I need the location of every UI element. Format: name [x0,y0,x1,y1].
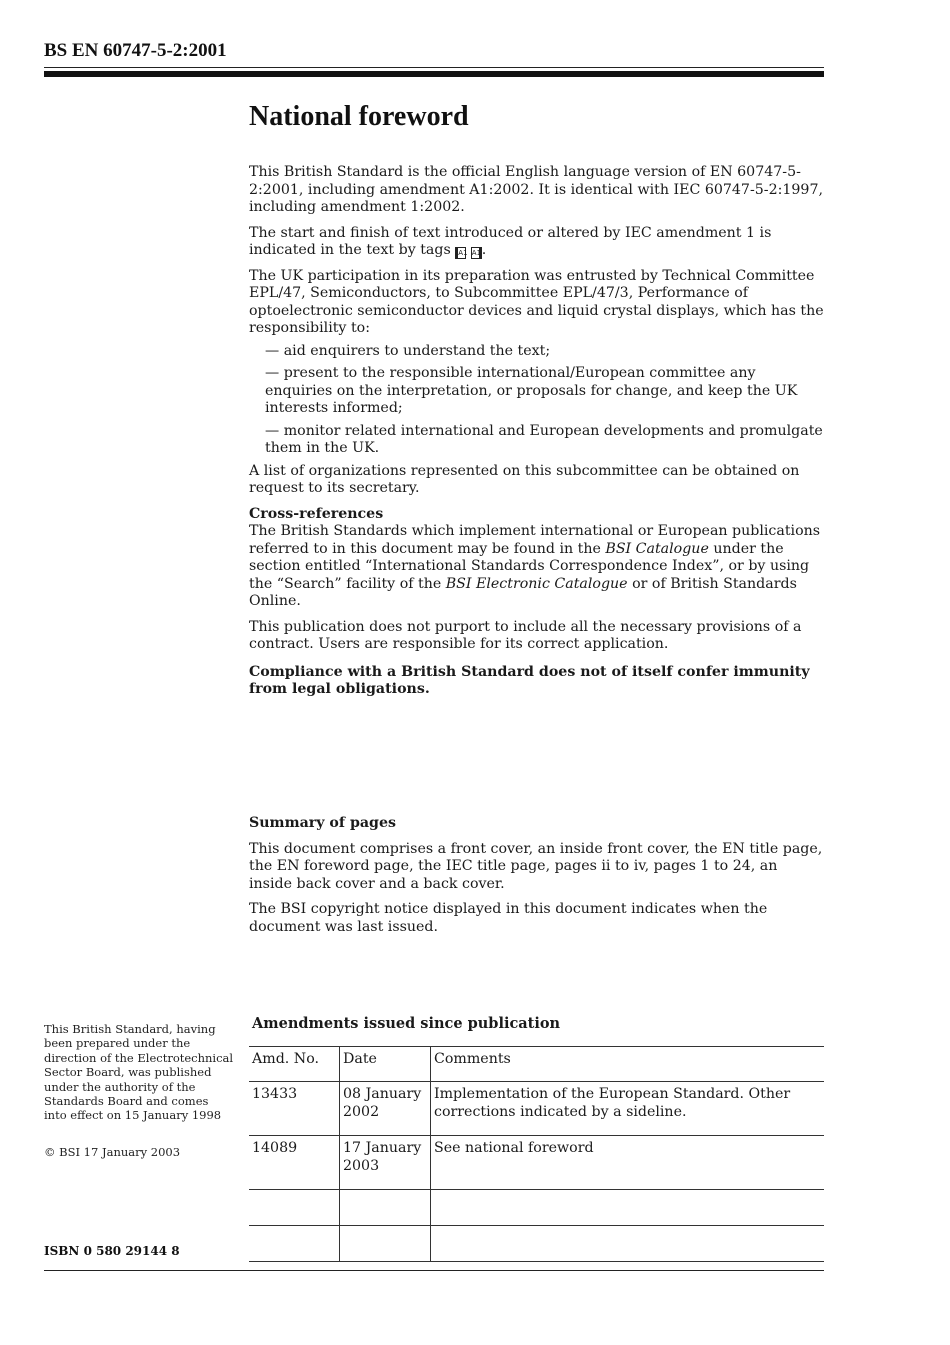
bsi-electronic-catalogue-title: BSI Electronic Catalogue [445,575,628,592]
crossref-text-2: under the section entitled “International Standards Correspondence Index”, or by using the “Search” facility of the [249,540,810,592]
isbn: ISBN 0 580 29144 8 [44,1244,180,1258]
page-title: National foreword [249,101,469,132]
amendments-table [249,1046,824,1262]
publication-note-text: This British Standard, having been prepared under the direction of the Electrotechnical Sector Board, was published under the authority of the Standards Board and comes into effect on 15 January 1998 [44,1022,234,1123]
document-id: BS EN 60747-5-2:2001 [44,40,227,61]
column-header: Amd. No. [249,1047,340,1082]
copyright-notice: © BSI 17 January 2003 [44,1144,181,1159]
tags-sentence-end: . [481,242,487,258]
column-header: Date [340,1047,431,1082]
bsi-catalogue-title: BSI Catalogue [605,540,709,557]
summary-paragraph-2: The BSI copyright notice displayed in this document indicates when the document was last issued. [249,901,768,935]
table-row-empty [249,1226,824,1262]
table-row-empty [249,1190,824,1226]
amendment-number: 14089 [249,1136,340,1190]
crossref-text-1: The British Standards which implement international or European publications referred to in this document may be found in the [249,523,821,557]
foreword-paragraph-4: A list of organizations represented on this subcommittee can be obtained on request to its secretary. [249,462,800,496]
column-header: Comments [431,1047,825,1082]
amendment-comment: See national foreword [431,1136,825,1190]
compliance-statement: Compliance with a British Standard does not of itself confer immunity from legal obligations. [249,663,810,697]
summary-section [249,815,824,936]
header-rule-thin [44,67,824,68]
amendment-comment: Implementation of the European Standard. Other corrections indicated by a sideline. [431,1082,825,1136]
responsibility-item: — monitor related international and European developments and promulgate them in the UK. [265,422,823,456]
crossref-text-3: or of British Standards Online. [249,575,797,609]
cross-references-paragraph [249,523,824,611]
amendment-date: 17 January 2003 [340,1136,431,1190]
summary-paragraph-1: This document comprises a front cover, an inside front cover, the EN title page, the EN foreword page, the IEC title page, pages ii to iv, pages 1 to 24, an inside back cover and a back cover. [249,840,823,892]
tags-sentence: The start and finish of text introduced or altered by IEC amendment 1 is indicated in the text by tags [249,224,772,258]
foreword-paragraph-3: The UK participation in its preparation was entrusted by Technical Committee EPL/47, Semiconductors, to Subcommittee EPL/47/3, Performance of optoelectronic semiconductor devices and liquid crystal displays, which has the responsibility to: [249,267,824,336]
table-row [249,1136,824,1190]
foreword-paragraph-1: This British Standard is the official English language version of EN 60747-5-2:2001, including amendment A1:2002. It is identical with IEC 60747-5-2:1997, including amendment 1:2002. [249,164,823,215]
summary-heading: Summary of pages [249,815,396,831]
footer-rule [44,1270,824,1271]
amendment-start-tag-icon: A1 [455,247,466,259]
amendment-end-tag-icon: A1 [471,249,482,257]
publication-note [44,1022,234,1159]
responsibility-item: — aid enquirers to understand the text; [265,342,551,359]
foreword-paragraph-5: This publication does not purport to include all the necessary provisions of a contract. Users are responsible for its correct application. [249,618,802,652]
amendments-title: Amendments issued since publication [252,1015,561,1032]
responsibility-item: — present to the responsible international/European committee any enquiries on the interpretation, or proposals for change, and keep the UK interests informed; [265,365,798,416]
amendment-number: 13433 [249,1082,340,1136]
cross-references-heading: Cross-references [249,505,384,522]
table-row [249,1082,824,1136]
header-rule-thick [44,71,824,77]
table-header-row [249,1047,824,1082]
foreword-paragraph-2 [249,225,824,260]
amendment-date: 08 January 2002 [340,1082,431,1136]
foreword-section [249,100,824,699]
